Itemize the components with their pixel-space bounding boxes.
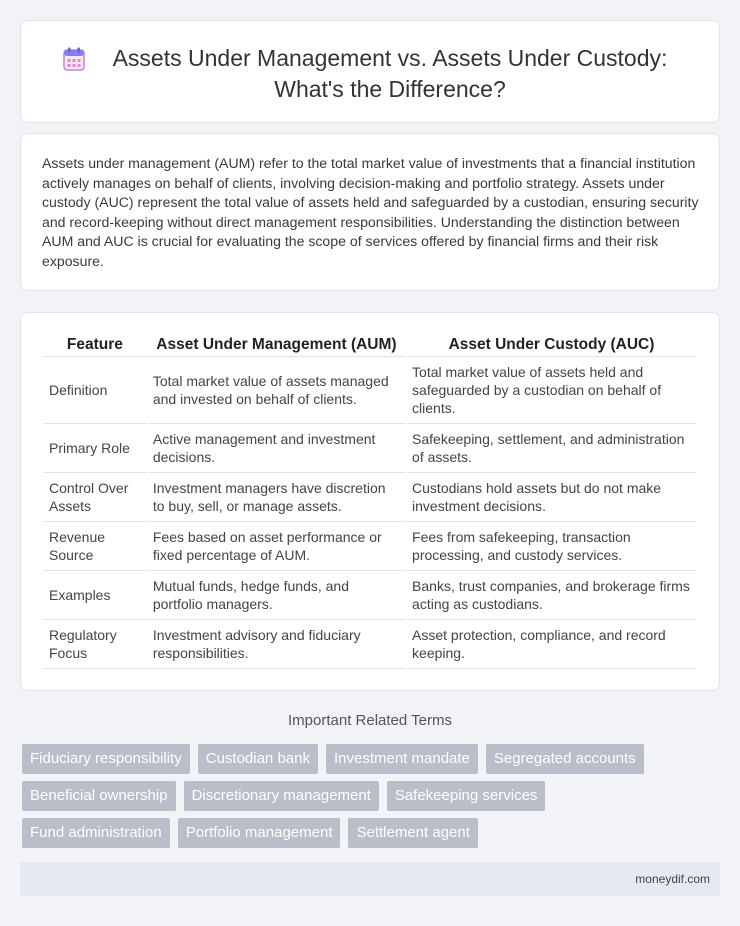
column-header-feature: Feature [44,335,146,357]
aum-cell: Investment managers have discretion to buy, sell, or manage assets. [148,473,405,522]
related-term-tag[interactable]: Segregated accounts [486,744,644,774]
table-row [44,357,696,424]
column-header-auc: Asset Under Custody (AUC) [407,335,696,357]
table-row [44,620,696,669]
footer [20,862,720,896]
table-row [44,522,696,571]
related-terms-heading: Important Related Terms [288,712,452,729]
auc-cell: Safekeeping, settlement, and administration of assets. [407,424,696,473]
related-term-tag[interactable]: Fiduciary responsibility [22,744,190,774]
intro-paragraph: Assets under management (AUM) refer to the total market value of investments that a financial institution actively manages on behalf of clients, involving decision-making and portfolio strategy. Assets under custody (AUC) represent the total value of assets held and safeguarded by a custodian, ensuring security and record-keeping without direct management responsibilities. Understanding the distinction between AUM and AUC is crucial for evaluating the scope of services offered by financial firms and their risk exposure. [42,155,699,269]
auc-cell: Total market value of assets held and safeguarded by a custodian on behalf of clients. [407,357,696,424]
auc-cell: Banks, trust companies, and brokerage firms acting as custodians. [407,571,696,620]
aum-cell: Mutual funds, hedge funds, and portfolio managers. [148,571,405,620]
related-term-tag[interactable]: Beneficial ownership [22,781,176,811]
table-header-row [44,335,696,357]
comparison-table-card [20,312,720,691]
related-term-tag[interactable]: Custodian bank [198,744,318,774]
feature-cell: Regulatory Focus [44,620,146,669]
related-term-tag[interactable]: Settlement agent [348,818,477,848]
column-header-aum: Asset Under Management (AUM) [148,335,405,357]
intro-card [20,133,720,291]
aum-cell: Total market value of assets managed and invested on behalf of clients. [148,357,405,424]
related-term-tag[interactable]: Safekeeping services [387,781,546,811]
table-row [44,571,696,620]
feature-cell: Definition [44,357,146,424]
related-term-tag[interactable]: Fund administration [22,818,170,848]
auc-cell: Fees from safekeeping, transaction processing, and custody services. [407,522,696,571]
related-term-tag[interactable]: Investment mandate [326,744,478,774]
auc-cell: Asset protection, compliance, and record keeping. [407,620,696,669]
aum-cell: Investment advisory and fiduciary responsibilities. [148,620,405,669]
feature-cell: Revenue Source [44,522,146,571]
table-row [44,473,696,522]
table-row [44,424,696,473]
auc-cell: Custodians hold assets but do not make investment decisions. [407,473,696,522]
feature-cell: Primary Role [44,424,146,473]
site-credit[interactable]: moneydif.com [635,872,710,886]
related-term-tag[interactable]: Portfolio management [178,818,341,848]
feature-cell: Control Over Assets [44,473,146,522]
aum-cell: Fees based on asset performance or fixed percentage of AUM. [148,522,405,571]
related-terms-list [22,744,702,855]
title-card [20,20,720,123]
related-term-tag[interactable]: Discretionary management [184,781,379,811]
comparison-table [42,335,698,669]
page-title: Assets Under Management vs. Assets Under Custody: What's the Difference? [112,45,668,102]
feature-cell: Examples [44,571,146,620]
aum-cell: Active management and investment decisions. [148,424,405,473]
